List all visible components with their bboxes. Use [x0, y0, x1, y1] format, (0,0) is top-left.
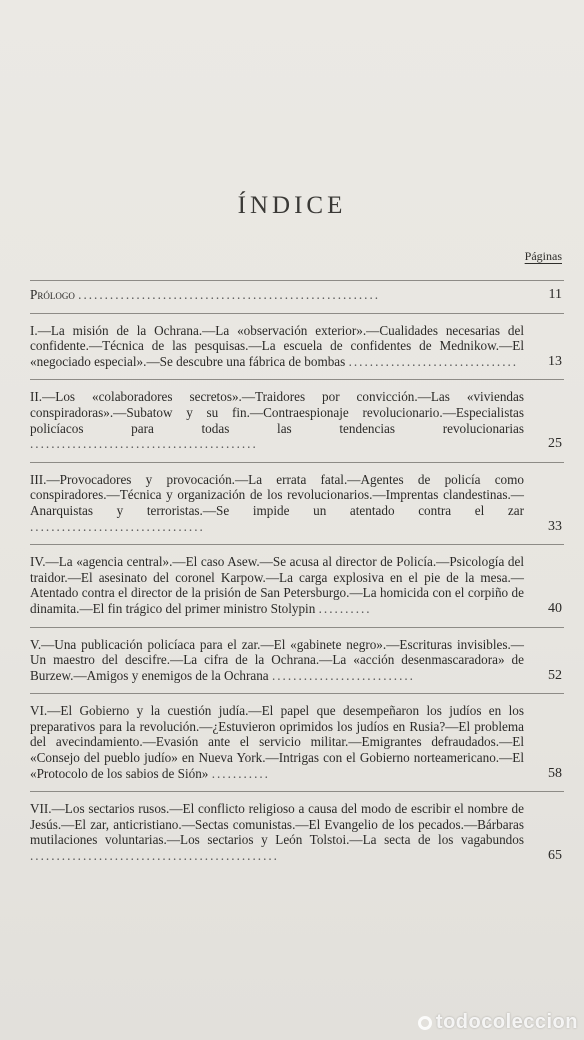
toc-entry: II.—Los «colaboradores secretos».—Traidores por convicción.—Las «viviendas conspiradoras».—Subatow y su fin.—Contraespionaje revolucionario.—Especialistas policíacos para todas las tendencias revolucionarias ........................................... 25	[30, 389, 562, 452]
page-number: 13	[548, 353, 562, 369]
prologo-label: Prólogo	[30, 287, 75, 302]
toc-entry-prologo: Prólogo ......................................................... 11	[30, 287, 562, 302]
divider	[30, 379, 564, 380]
toc-entry: IV.—La «agencia central».—El caso Asew.—Se acusa al director de Policía.—Psicología del traidor.—El asesinato del coronel Karpow.—La carga explosiva en el pie de la mesa.—Atentado contra el director de la prisión de San Petersburgo.—La homicida con el corpiño de dinamita.—El fin trágico del primer ministro Stolypin .......... 40	[30, 554, 562, 616]
pages-column-label: Páginas	[524, 249, 562, 263]
entry-text: VI.—El Gobierno y la cuestión judía.—El papel que desempeñaron los judíos en los preparativos para la revolución.—¿Estuvieron oprimidos los judíos en Rusia?—El problema del avecindamiento.—Evasión ante el servicio militar.—Emigrantes defraudados.—El «Consejo del pueblo judío» en Nueva York.—Intrigas con el Gobierno norteamericano.—El «Protocolo de los sabios de Sión»	[30, 703, 524, 781]
divider	[30, 627, 564, 628]
page-number: 11	[548, 287, 562, 302]
toc-entry: I.—La misión de la Ochrana.—La «observación exterior».—Cualidades necesarias del confidente.—Técnica de las pesquisas.—La escuela de confidentes de Mednikow.—El «negociado especial».—Se descubre una fábrica de bombas ................................ 13	[30, 322, 562, 369]
entry-text: III.—Provocadores y provocación.—La errata fatal.—Agentes de policía como conspiradores.—Técnica y organización de los revolucionarios.—Imprentas clandestinas.—Anarquistas y terroristas.—Se impide un atentado contra el zar	[30, 471, 524, 518]
toc-entry: VII.—Los sectarios rusos.—El conflicto religioso a causa del modo de escribir el nombre de Jesús.—El zar, anticristiano.—Sectas comunistas.—El Evangelio de los pecados.—Bárbaras mutilaciones voluntarias.—Los sectarios y León Tolstoi.—La secta de los vagabundos ............................................... 65	[30, 801, 562, 864]
table-of-contents	[30, 280, 564, 874]
divider	[30, 693, 564, 694]
toc-entry: III.—Provocadores y provocación.—La errata fatal.—Agentes de policía como conspiradores.—Técnica y organización de los revolucionarios.—Imprentas clandestinas.—Anarquistas y terroristas.—Se impide un atentado contra el zar ................................. 33	[30, 471, 562, 534]
divider	[30, 280, 564, 281]
divider	[30, 313, 564, 314]
page-number: 25	[548, 436, 562, 452]
entry-text: II.—Los «colaboradores secretos».—Traidores por convicción.—Las «viviendas conspiradoras».—Subatow y su fin.—Contraespionaje revolucionario.—Especialistas policíacos para todas las tendencias revolucionarias	[30, 389, 524, 436]
toc-entry: VI.—El Gobierno y la cuestión judía.—El papel que desempeñaron los judíos en los preparativos para la revolución.—¿Estuvieron oprimidos los judíos en Rusia?—El problema del avecindamiento.—Evasión ante el servicio militar.—Emigrantes defraudados.—El «Consejo del pueblo judío» en Nueva York.—Intrigas con el Gobierno norteamericano.—El «Protocolo de los sabios de Sión» ........... 58	[30, 703, 562, 781]
page-number: 58	[548, 765, 562, 781]
divider	[30, 462, 564, 463]
todocoleccion-logo-icon	[418, 1016, 432, 1030]
watermark	[418, 1011, 578, 1034]
divider	[30, 791, 564, 792]
entry-text: VII.—Los sectarios rusos.—El conflicto religioso a causa del modo de escribir el nombre de Jesús.—El zar, anticristiano.—Sectas comunistas.—El Evangelio de los pecados.—Bárbaras mutilaciones voluntarias.—Los sectarios y León Tolstoi.—La secta de los vagabundos	[30, 801, 524, 848]
page-title: ÍNDICE	[237, 192, 347, 219]
entry-text: V.—Una publicación policíaca para el zar.—El «gabinete negro».—Escrituras invisibles.—Un maestro del descifre.—La cifra de la Ochrana.—La «acción desenmascaradora» de Burzew.—Amigos y enemigos de la Ochrana	[30, 636, 524, 683]
toc-entry: V.—Una publicación policíaca para el zar.—El «gabinete negro».—Escrituras invisibles.—Un maestro del descifre.—La cifra de la Ochrana.—La «acción desenmascaradora» de Burzew.—Amigos y enemigos de la Ochrana ........................... 52	[30, 636, 562, 683]
page-number: 40	[548, 600, 562, 616]
divider	[30, 544, 564, 545]
page-number: 65	[548, 848, 562, 864]
entry-text: IV.—La «agencia central».—El caso Asew.—Se acusa al director de Policía.—Psicología del traidor.—El asesinato del coronel Karpow.—La carga explosiva en el pie de la mesa.—Atentado contra el director de la prisión de San Petersburgo.—La homicida con el corpiño de dinamita.—El fin trágico del primer ministro Stolypin	[30, 554, 524, 616]
page-number: 52	[548, 667, 562, 683]
entry-text: I.—La misión de la Ochrana.—La «observación exterior».—Cualidades necesarias del confidente.—Técnica de las pesquisas.—La escuela de confidentes de Mednikow.—El «negociado especial».—Se descubre una fábrica de bombas	[30, 322, 524, 369]
page-number: 33	[548, 518, 562, 534]
watermark-text: todocoleccion	[435, 1011, 578, 1033]
